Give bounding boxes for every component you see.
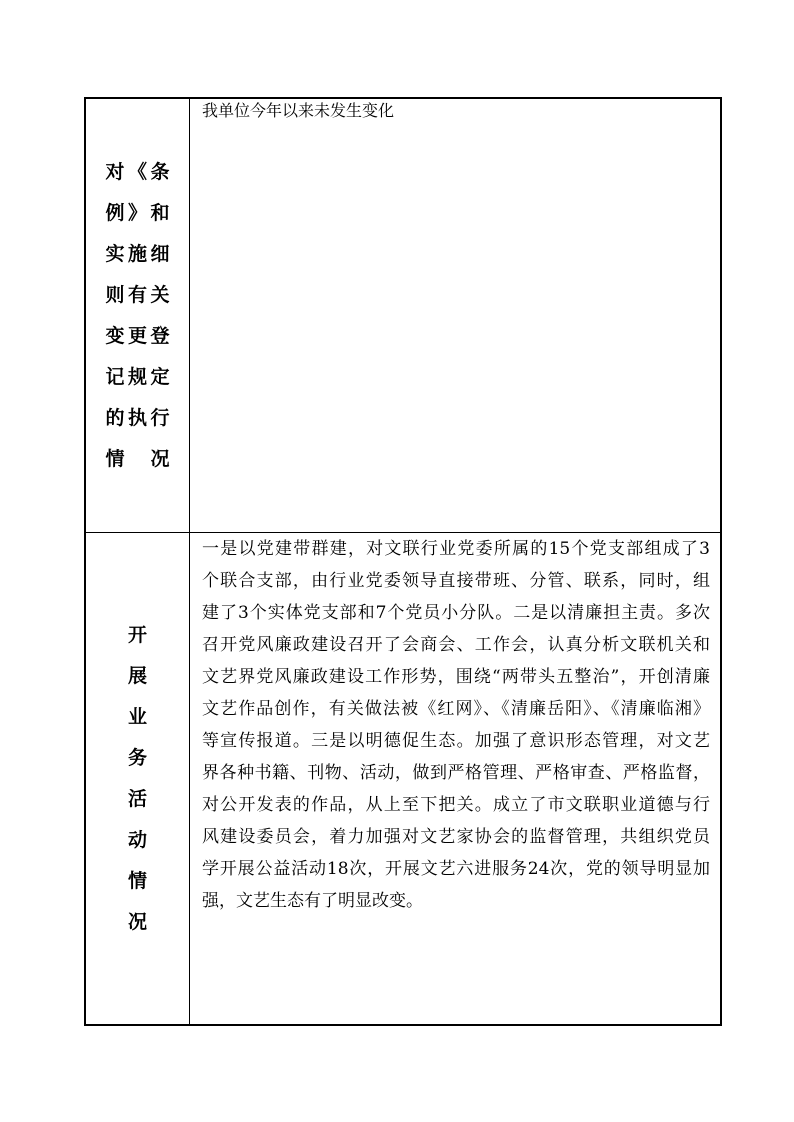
label-char: 情 bbox=[127, 869, 147, 892]
paragraph-line: 强，文艺生态有了明显改变。 bbox=[202, 891, 423, 911]
business-activities-content bbox=[190, 533, 720, 1024]
form-table bbox=[84, 97, 722, 1026]
label-line: 实施细 bbox=[105, 242, 170, 265]
paragraph-line: 召开党风廉政建设召开了会商会、工作会，认真分析文联机关和 bbox=[202, 635, 710, 655]
paragraph-line: 一是以党建带群建，对文联行业党委所属的15个党支部组成了3 bbox=[202, 539, 710, 559]
paragraph-line: 个联合支部，由行业党委领导直接带班、分管、联系，同时，组 bbox=[202, 571, 710, 591]
regulation-compliance-label bbox=[86, 99, 190, 532]
label-char: 业 bbox=[127, 705, 147, 728]
paragraph-line: 界各种书籍、刊物、活动，做到严格管理、严格审查、严格监督， bbox=[202, 763, 710, 783]
label-char: 开 bbox=[127, 623, 147, 646]
label-line: 则有关 bbox=[105, 283, 170, 306]
regulation-compliance-content bbox=[190, 99, 720, 532]
paragraph-line: 等宣传报道。三是以明德促生态。加强了意识形态管理，对文艺 bbox=[202, 731, 710, 751]
paragraph-line: 对公开发表的作品，从上至下把关。成立了市文联职业道德与行 bbox=[202, 795, 710, 815]
label-char: 况 bbox=[127, 910, 147, 933]
regulation-compliance-text: 我单位今年以来未发生变化 bbox=[202, 101, 395, 120]
regulation-compliance-row bbox=[86, 99, 720, 533]
paragraph-line: 建了3个实体党支部和7个党员小分队。二是以清廉担主责。多次 bbox=[202, 603, 710, 623]
label-line: 的执行 bbox=[105, 406, 170, 429]
paragraph-line: 学开展公益活动18次，开展文艺六进服务24次，党的领导明显加 bbox=[202, 859, 710, 879]
label-char: 活 bbox=[127, 787, 147, 810]
label-line: 记规定 bbox=[105, 365, 170, 388]
label-line: 对《条 bbox=[105, 160, 170, 183]
paragraph-line: 文艺界党风廉政建设工作形势，围绕“两带头五整治”，开创清廉 bbox=[202, 667, 710, 687]
label-line: 情 况 bbox=[105, 447, 170, 470]
paragraph-line: 风建设委员会，着力加强对文艺家协会的监督管理，共组织党员 bbox=[202, 827, 710, 847]
label-char: 务 bbox=[127, 746, 147, 769]
business-activities-label bbox=[86, 533, 190, 1024]
label-line: 变更登 bbox=[105, 324, 170, 347]
business-activities-text bbox=[202, 533, 710, 917]
label-char: 展 bbox=[127, 664, 147, 687]
label-char: 动 bbox=[127, 828, 147, 851]
label-line: 例》和 bbox=[105, 201, 170, 224]
business-activities-row bbox=[86, 533, 720, 1024]
paragraph-line: 文艺作品创作，有关做法被《红网》、《清廉岳阳》、《清廉临湘》 bbox=[202, 699, 710, 719]
